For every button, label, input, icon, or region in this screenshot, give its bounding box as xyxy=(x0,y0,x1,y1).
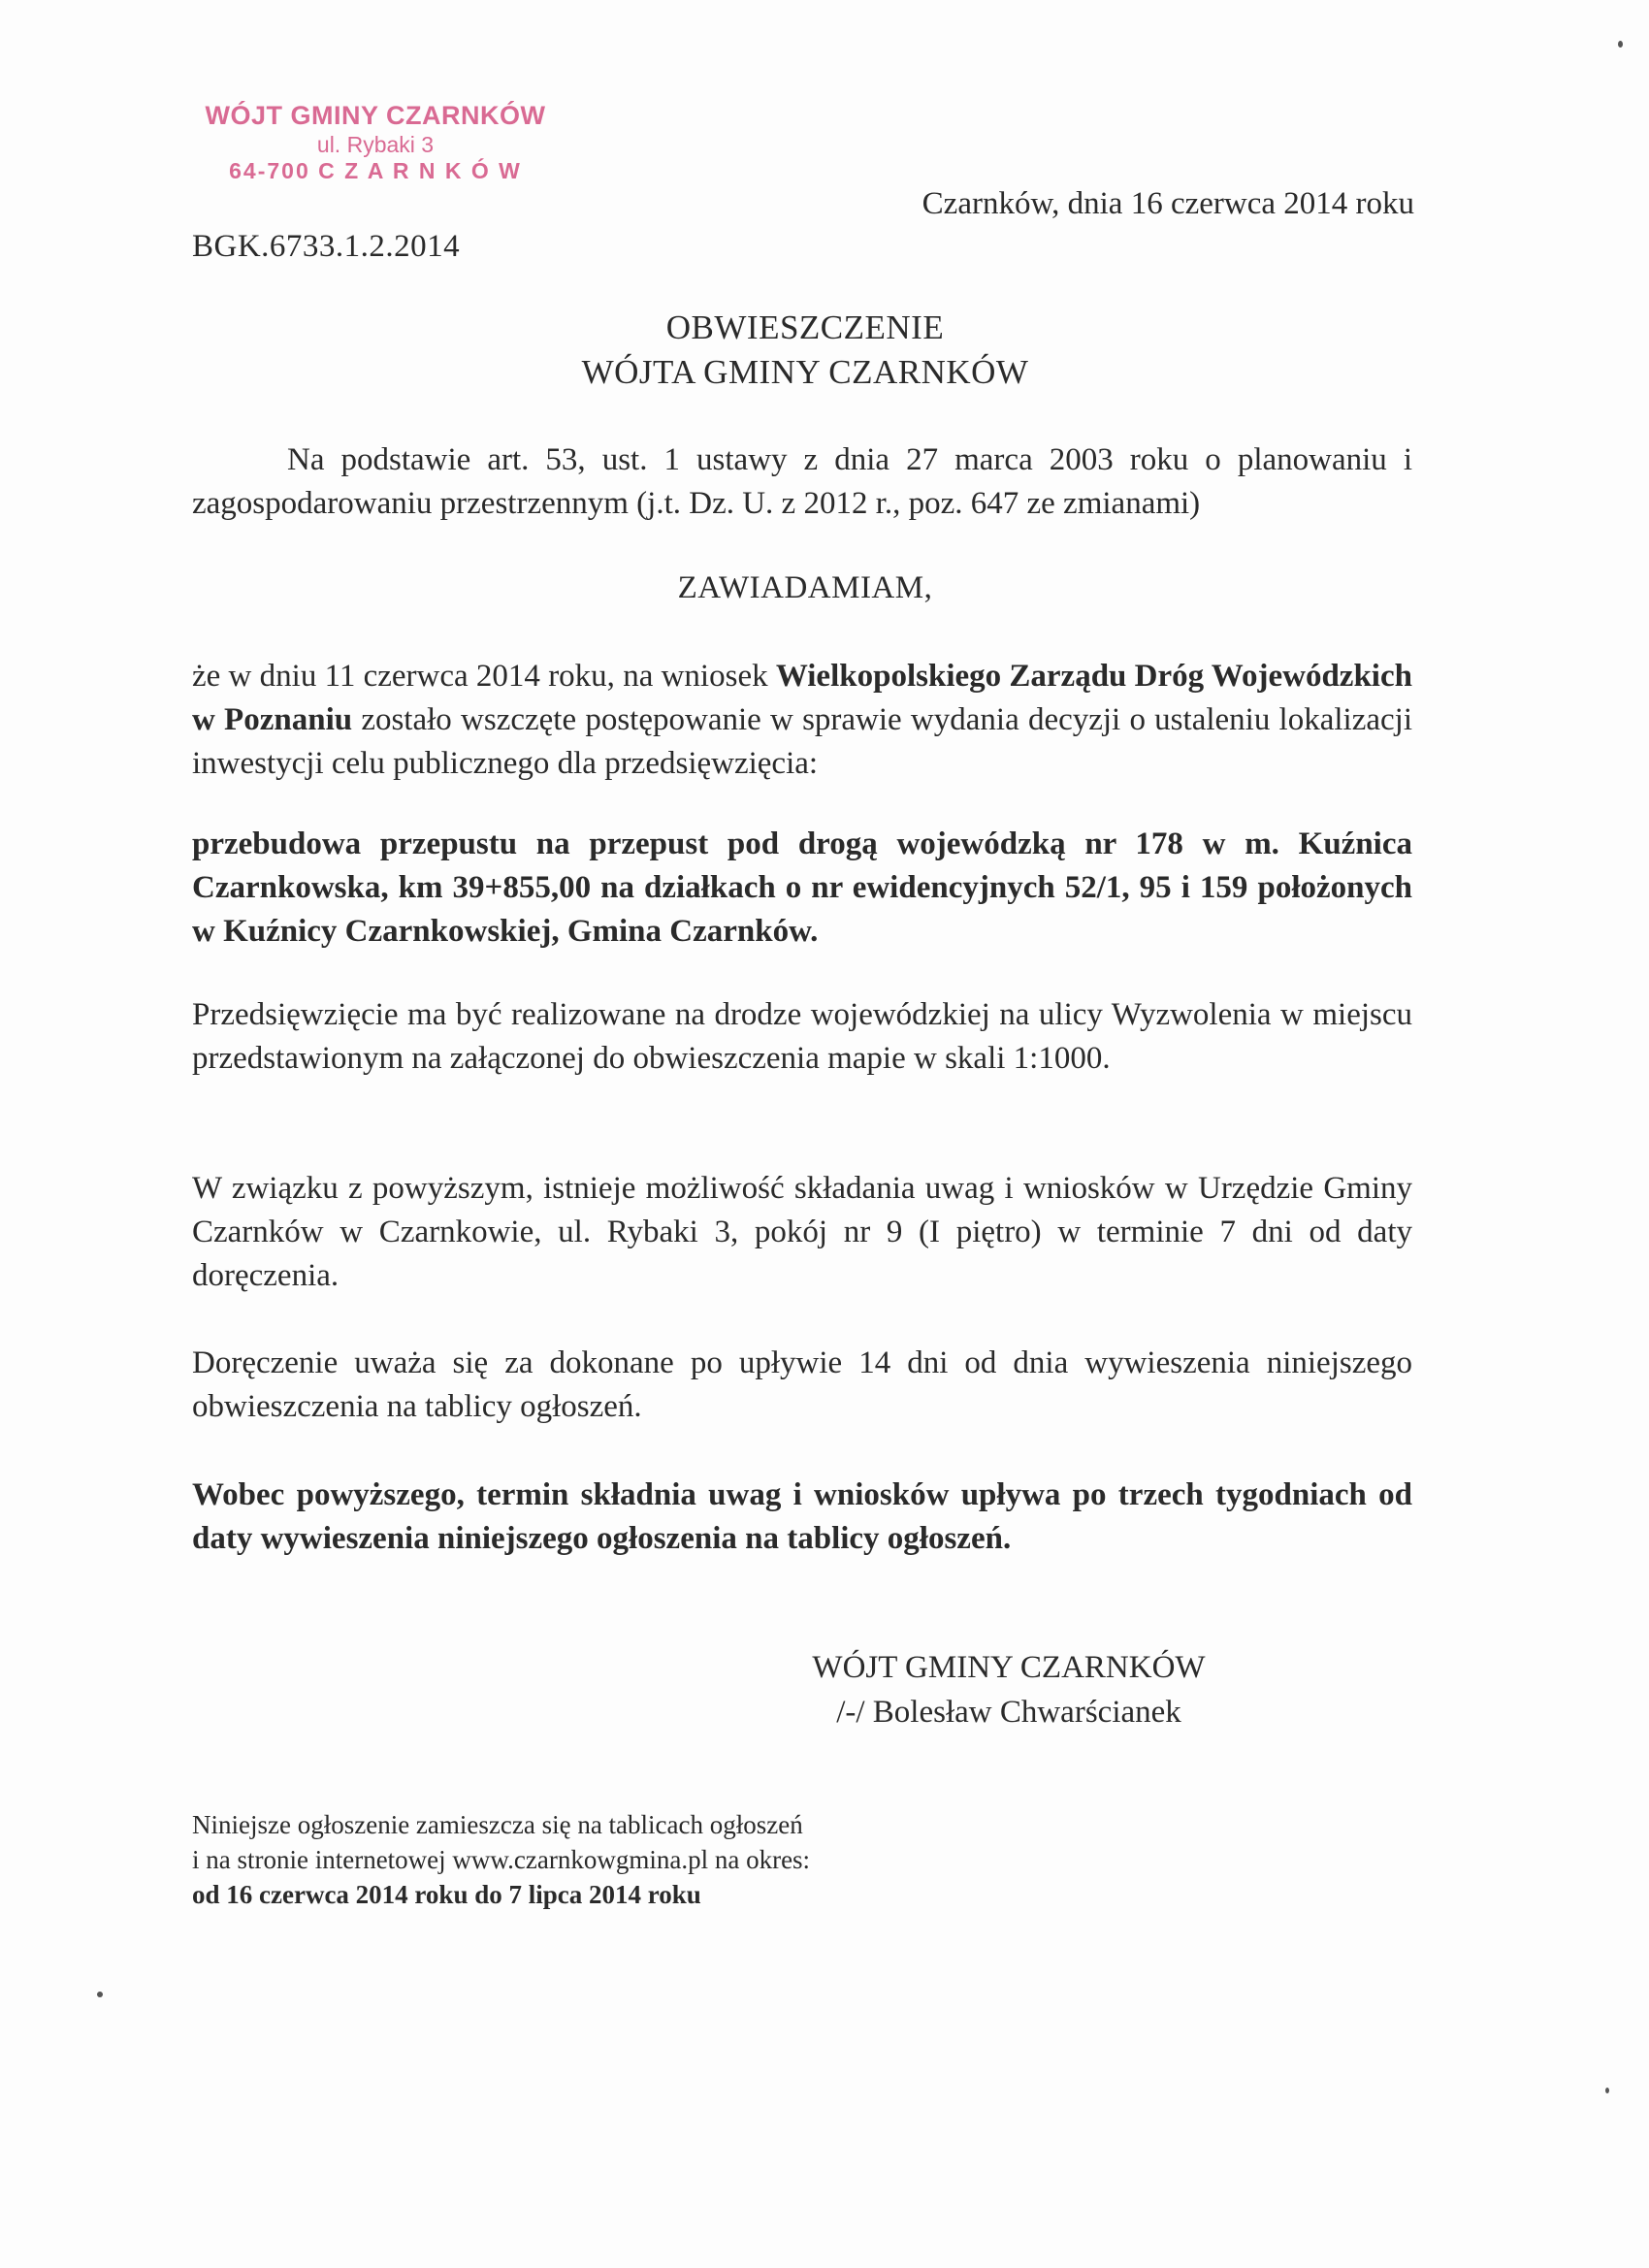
delivery-paragraph: Doręczenie uważa się za dokonane po upływie 14 dni od dnia wywieszenia niniejszego obwieszczenia na tablicy ogłoszeń. xyxy=(192,1345,1412,1424)
scan-speck xyxy=(97,1992,103,1997)
publication-note-line2: i na stronie internetowej www.czarnkowgmina.pl na okres: xyxy=(192,1845,811,1874)
legal-basis-paragraph xyxy=(192,438,1412,526)
notification-heading: ZAWIADAMIAM, xyxy=(677,570,933,605)
comments-paragraph: W związku z powyższym, istnieje możliwość składania uwag i wniosków w Urzędzie Gminy Czarnków w Czarnkowie, ul. Rybaki 3, pokój nr 9 (I piętro) w terminie 7 dni od daty doręczenia. xyxy=(192,1171,1412,1293)
publication-period: od 16 czerwca 2014 roku do 7 lipca 2014 roku xyxy=(192,1880,701,1909)
office-stamp xyxy=(186,101,565,184)
signature-name: /-/ Bolesław Chwarścianek xyxy=(836,1695,1181,1730)
legal-basis-text: Na podstawie art. 53, ust. 1 ustawy z dnia 27 marca 2003 roku o planowaniu i zagospodarowaniu przestrzennym (j.t. Dz. U. z 2012 r., poz. 647 ze zmianami) xyxy=(192,442,1412,521)
stamp-line-office: WÓJT GMINY CZARNKÓW xyxy=(205,101,546,130)
publication-note xyxy=(192,1807,810,1912)
stamp-line-city: 64-700 C Z A R N K Ó W xyxy=(229,157,522,183)
document-subtitle: WÓJTA GMINY CZARNKÓW xyxy=(581,353,1029,391)
proceedings-text-end: zostało wszczęte postępowanie w sprawie wydania decyzji o ustaleniu lokalizacji inwestycji celu publicznego dla przedsięwzięcia: xyxy=(192,702,1412,781)
scan-speck xyxy=(1605,2088,1609,2093)
investment-description: przebudowa przepustu na przepust pod drogą wojewódzką nr 178 w m. Kuźnica Czarnkowska, km 39+855,00 na działkach o nr ewidencyjnych 52/1, 95 i 159 położonych w Kuźnicy Czarnkowskiej, Gmina Czarnków. xyxy=(192,826,1412,949)
document-date: Czarnków, dnia 16 czerwca 2014 roku xyxy=(922,186,1414,221)
proceedings-text-start: że w dniu 11 czerwca 2014 roku, na wniosek xyxy=(192,659,776,694)
deadline-paragraph: Wobec powyższego, termin składnia uwag i wniosków upływa po trzech tygodniach od daty wywieszenia niniejszego ogłoszenia na tablicy ogłoszeń. xyxy=(192,1477,1412,1556)
applicant-name: Wielkopolskiego Zarządu Dróg Wojewódzkich w Poznaniu xyxy=(192,659,1412,737)
stamp-line-street: ul. Rybaki 3 xyxy=(316,131,435,157)
document-title: OBWIESZCZENIE xyxy=(665,308,945,346)
scan-speck xyxy=(1618,41,1623,48)
signature-title: WÓJT GMINY CZARNKÓW xyxy=(812,1650,1206,1685)
publication-note-line1: Niniejsze ogłoszenie zamieszcza się na tablicach ogłoszeń xyxy=(192,1810,803,1839)
reference-number: BGK.6733.1.2.2014 xyxy=(192,229,461,264)
proceedings-paragraph xyxy=(192,655,1412,786)
location-paragraph: Przedsięwzięcie ma być realizowane na drodze wojewódzkiej na ulicy Wyzwolenia w miejscu przedstawionym na załączonej do obwieszczenia mapie w skali 1:1000. xyxy=(192,997,1412,1076)
